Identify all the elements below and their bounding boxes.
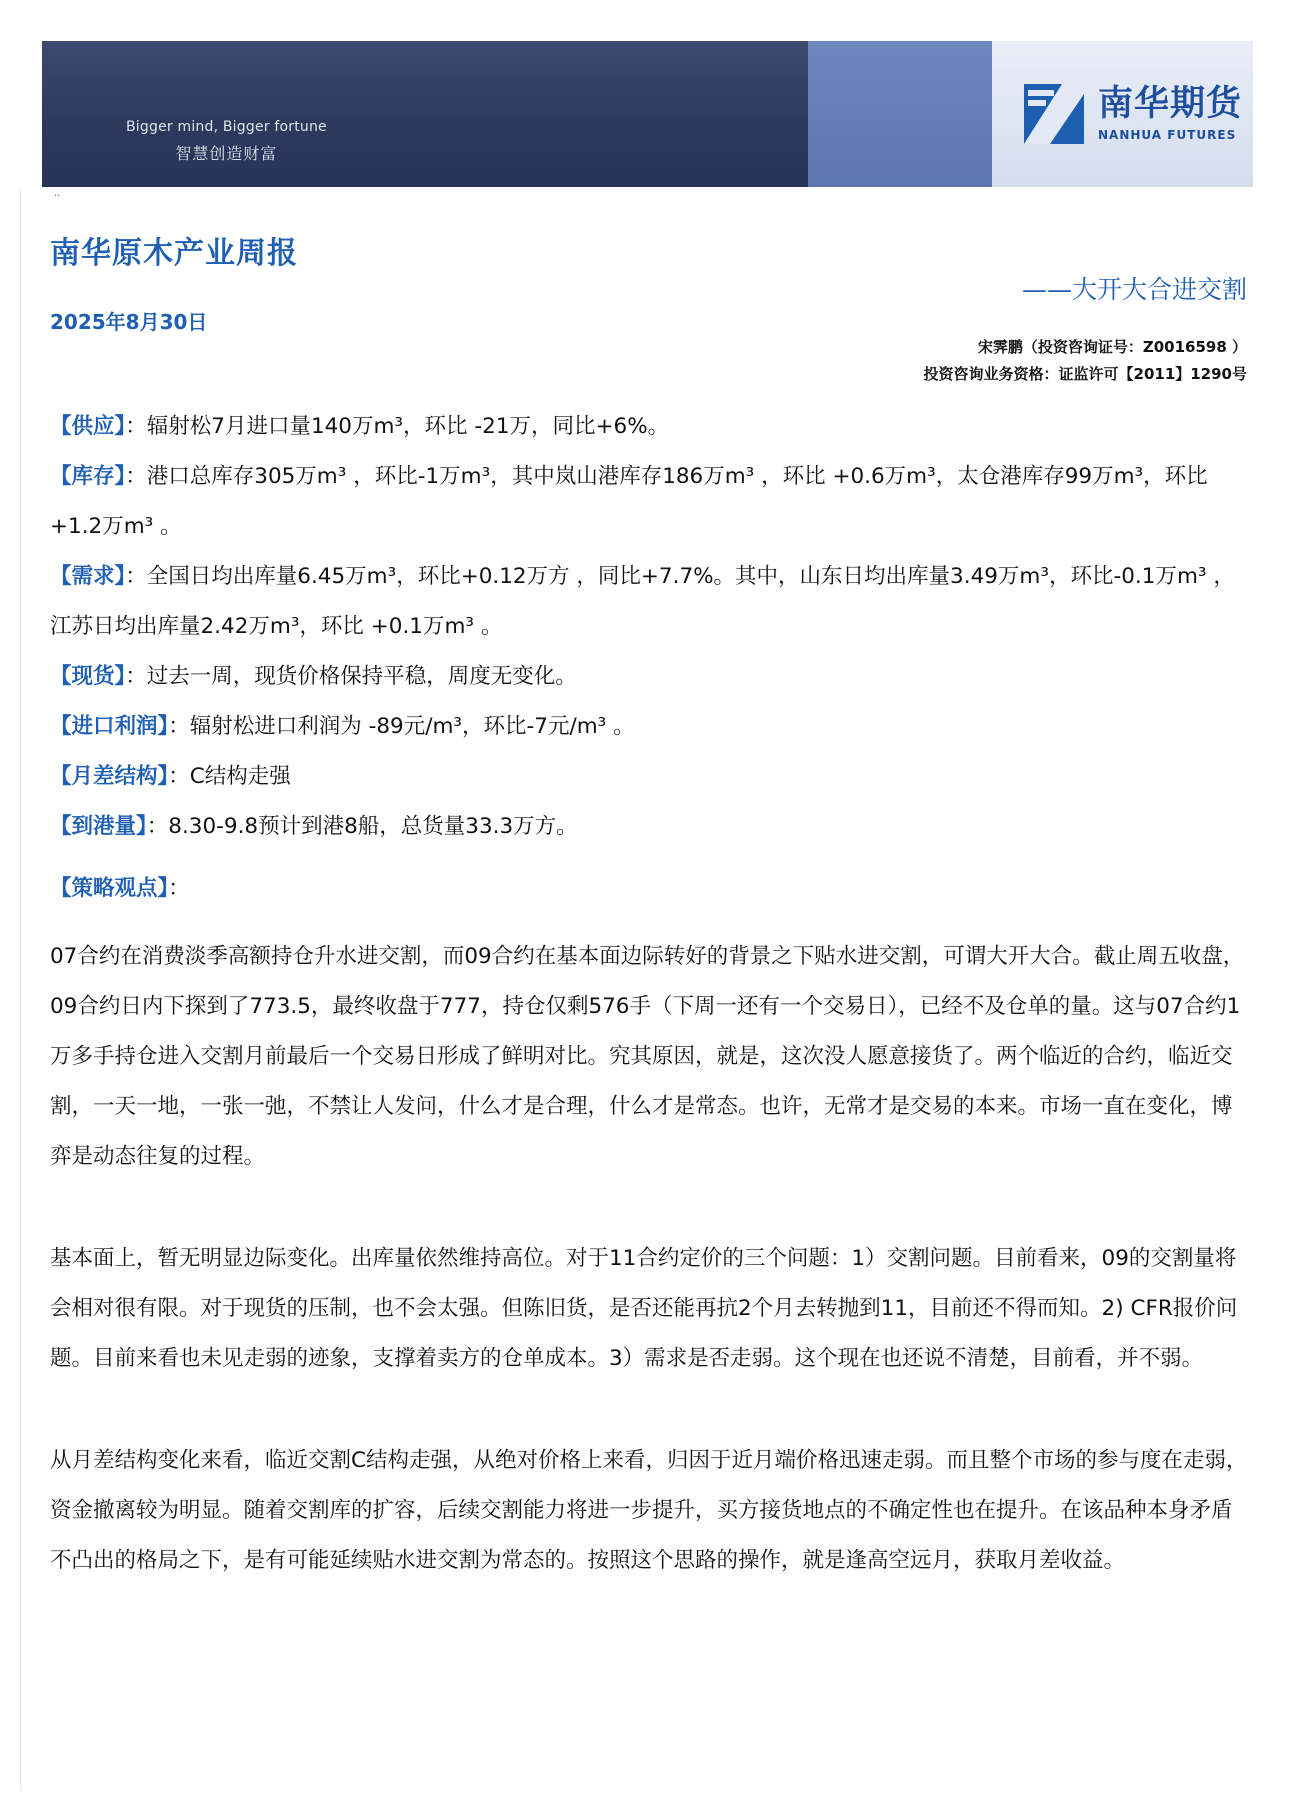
- banner-dark-panel: [42, 41, 808, 187]
- item-tag: 【月差结构】: [50, 764, 169, 789]
- item-arrivals: [50, 802, 1250, 852]
- item-tag: 【进口利润】: [50, 714, 169, 739]
- tagline-en: Bigger mind, Bigger fortune: [126, 119, 327, 135]
- item-spot: [50, 652, 1250, 702]
- item-text: ：辐射松进口利润为 -89元/m³，环比-7元/m³ 。: [168, 714, 635, 739]
- author-block: [924, 334, 1248, 388]
- report-body: [50, 402, 1250, 1638]
- item-tag: 【供应】: [50, 414, 126, 439]
- item-spread-structure: [50, 752, 1250, 802]
- strategy-paragraph-2: 基本面上，暂无明显边际变化。出库量依然维持高位。对于11合约定价的三个问题：1）交割问题。目前看来，09的交割量将会相对很有限。对于现货的压制，也不会太强。但陈旧货，是否还能再抗2个月去转抛到11，目前还不得而知。2) CFR报价问题。目前来看也未见走弱的迹象，支撑着卖方的仓单成本。3）需求是否走弱。这个现在也还说不清楚，目前看，并不弱。: [50, 1246, 1238, 1371]
- strategy-paragraph-3: 从月差结构变化来看，临近交割C结构走强，从绝对价格上来看，归因于近月端价格迅速走弱。而且整个市场的参与度在走弱，资金撤离较为明显。随着交割库的扩容，后续交割能力将进一步提升，买方接货地点的不确定性也在提升。在该品种本身矛盾不凸出的格局之下，是有可能延续贴水进交割为常态的。按照这个思路的操作，就是逢高空远月，获取月差收益。: [50, 1448, 1248, 1573]
- logo-text-cn: 南华期货: [1098, 83, 1243, 124]
- item-text: ：C结构走强: [168, 764, 291, 789]
- author-qualification: 投资咨询业务资格：证监许可【2011】1290号: [923, 365, 1247, 383]
- item-text: ：全国日均出库量6.45万m³，环比+0.12万方 ，同比+7.7%。其中，山东日均出库量3.49万m³，环比-0.1万m³ ，江苏日均出库量2.42万m³，环比 +0.1万m³ 。: [50, 564, 1235, 639]
- item-supply: [50, 402, 1250, 452]
- header-banner: [42, 41, 1253, 187]
- report-title: 南华原木产业周报: [50, 236, 298, 271]
- company-logo: [992, 41, 1253, 187]
- strategy-colon: ：: [168, 876, 190, 901]
- header-dots: ..: [54, 188, 61, 199]
- item-text: ：8.30-9.8预计到港8船，总货量33.3万方。: [146, 814, 578, 839]
- left-margin-rule: [20, 190, 21, 1790]
- logo-text-en: NANHUA FUTURES: [1098, 127, 1237, 142]
- report-subtitle: ——大开大合进交割: [1021, 275, 1247, 304]
- item-text: ：港口总库存305万m³ ，环比-1万m³，其中岚山港库存186万m³ ，环比 +0.6万m³，太仓港库存99万m³，环比+1.2万m³ 。: [50, 464, 1208, 539]
- banner-mid-panel: [808, 41, 992, 187]
- item-text: ：过去一周，现货价格保持平稳，周度无变化。: [125, 664, 577, 689]
- item-text: ：辐射松7月进口量140万m³，环比 -21万，同比+6%。: [125, 414, 670, 439]
- banner-tagline: [126, 119, 327, 164]
- item-import-profit: [50, 702, 1250, 752]
- item-demand: [50, 552, 1250, 652]
- strategy-paragraph-1: 07合约在消费淡季高额持仓升水进交割，而09合约在基本面边际转好的背景之下贴水进交割，可谓大开大合。截止周五收盘，09合约日内下探到了773.5，最终收盘于777，持仓仅剩576手（下周一还有一个交易日），已经不及仓单的量。这与07合约1万多手持仓进入交割月前最后一个交易日形成了鲜明对比。究其原因，就是，这次没人愿意接货了。两个临近的合约，临近交割，一天一地，一张一弛，不禁让人发问，什么才是合理，什么才是常态。也许，无常才是交易的本来。市场一直在变化，博弈是动态往复的过程。: [50, 944, 1245, 1169]
- logo-text: [1098, 83, 1243, 142]
- report-date: 2025年8月30日: [50, 310, 208, 334]
- author-name-license: 宋霁鹏（投资咨询证号：Z0016598 ）: [977, 338, 1247, 356]
- strategy-tag: 【策略观点】: [50, 876, 169, 901]
- item-tag: 【库存】: [50, 464, 126, 489]
- item-tag: 【现货】: [50, 664, 126, 689]
- item-tag: 【需求】: [50, 564, 126, 589]
- nanhua-logo-icon: [1022, 82, 1086, 146]
- item-inventory: [50, 452, 1250, 552]
- item-tag: 【到港量】: [50, 814, 147, 839]
- tagline-cn: 智慧创造财富: [175, 144, 278, 163]
- strategy-heading: [50, 864, 1250, 914]
